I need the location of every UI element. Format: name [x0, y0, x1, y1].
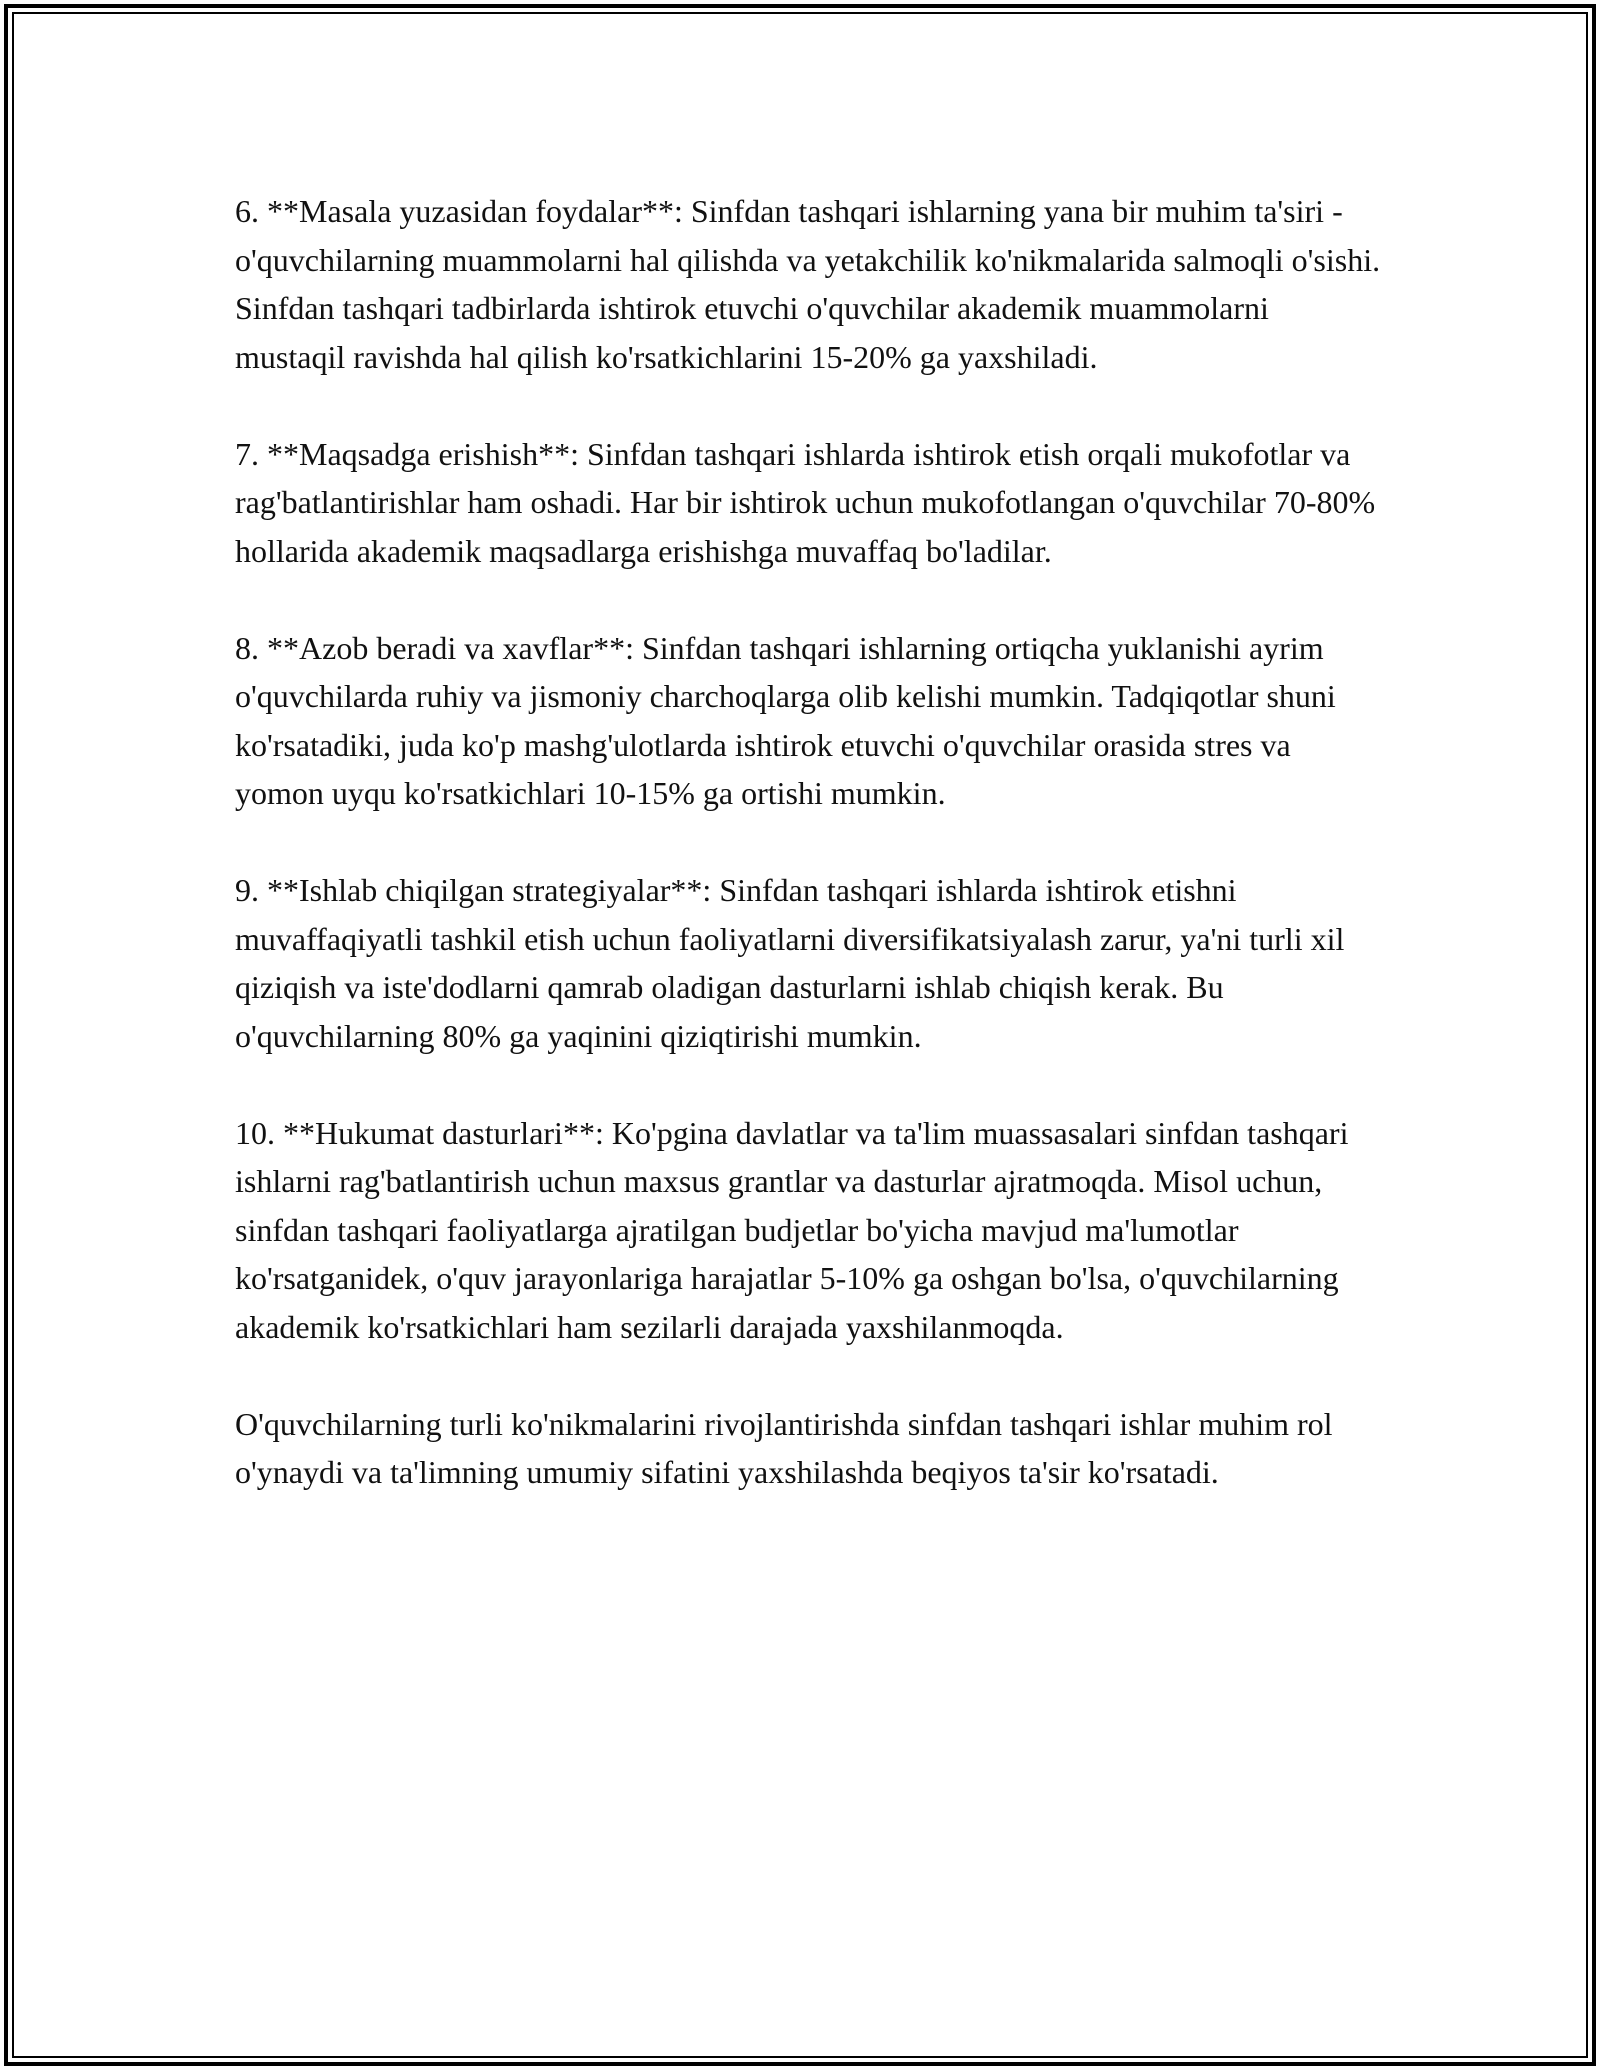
paragraph-conclusion: O'quvchilarning turli ko'nikmalarini rivojlantirishda sinfdan tashqari ishlar muhim rol o'ynaydi va ta'limning umumiy sifatini yaxshilashda beqiyos ta'sir ko'rsatadi. — [235, 1405, 1333, 1490]
paragraph-7: 7. **Maqsadga erishish**: Sinfdan tashqari ishlarda ishtirok etish orqali mukofotlar va rag'batlantirishlar ham oshadi. Har bir ishtirok uchun mukofotlangan o'quvchilar 70-80% hollarida akademik maqsadlarga erishishga muvaffaq bo'ladilar. — [235, 435, 1376, 569]
paragraph-9: 9. **Ishlab chiqilgan strategiyalar**: Sinfdan tashqari ishlarda ishtirok etishni muvaffaqiyatli tashkil etish uchun faoliyatlarni diversifikatsiyalash zarur, ya'ni turli xil qiziqish va iste'dodlarni qamrab oladigan dasturlarni ishlab chiqish kerak. Bu o'quvchilarning 80% ga yaqinini qiziqtirishi mumkin. — [235, 872, 1345, 1054]
paragraph-8: 8. **Azob beradi va xavflar**: Sinfdan tashqari ishlarning ortiqcha yuklanishi ayrim o'quvchilarda ruhiy va jismoniy charchoqlarga olib kelishi mumkin. Tadqiqotlar shuni ko'rsatadiki, juda ko'p mashg'ulotlarda ishtirok etuvchi o'quvchilar orasida stres va yomon uyqu ko'rsatkichlari 10-15% ga ortishi mumkin. — [235, 629, 1336, 811]
document-body — [235, 187, 1385, 1545]
paragraph-10: 10. **Hukumat dasturlari**: Ko'pgina davlatlar va ta'lim muassasalari sinfdan tashqari ishlarni rag'batlantirish uchun maxsus grantlar va dasturlar ajratmoqda. Misol uchun, sinfdan tashqari faoliyatlarga ajratilgan budjetlar bo'yicha mavjud ma'lumotlar ko'rsatganidek, o'quv jarayonlariga harajatlar 5-10% ga oshgan bo'lsa, o'quvchilarning akademik ko'rsatkichlari ham sezilarli darajada yaxshilanmoqda. — [235, 1114, 1349, 1345]
paragraph-6: 6. **Masala yuzasidan foydalar**: Sinfdan tashqari ishlarning yana bir muhim ta'siri - o'quvchilarning muammolarni hal qilishda va yetakchilik ko'nikmalarida salmoqli o'sishi. Sinfdan tashqari tadbirlarda ishtirok etuvchi o'quvchilar akademik muammolarni mustaqil ravishda hal qilish ko'rsatkichlarini 15-20% ga yaxshiladi. — [235, 193, 1381, 375]
